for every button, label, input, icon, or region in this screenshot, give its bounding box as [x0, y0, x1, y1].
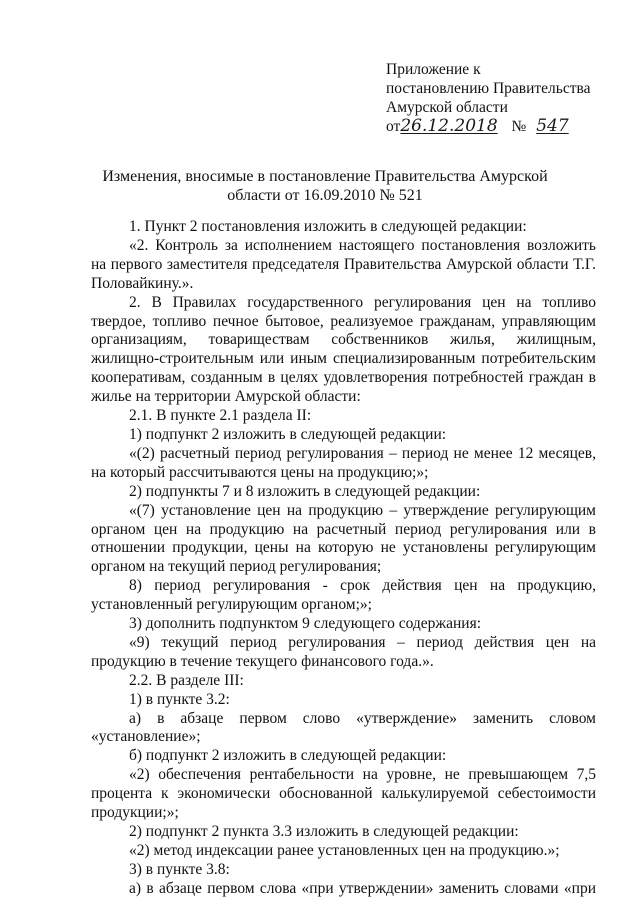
paragraph: 2) подпункт 2 пункта 3.3 изложить в следующей редакции: [129, 823, 519, 840]
paragraph: 2. В Правилах государственного регулирования цен на топливо твердое, топливо печное бытовое, реализуемое гражданам, управляющим организациям, товариществам собственников жилья, жилищным, жилищно-строительным или иным специализированным потребительским кооперативам, созданным в целях удовлетворения потребностей граждан в жилье на территории Амурской области: [91, 293, 596, 406]
document-body [91, 218, 596, 899]
appendix-line-1: Приложение к [386, 61, 481, 78]
document-title: Изменения, вносимые в постановление Правительства Амурской области от 16.09.2010 № 521 [102, 168, 548, 204]
paragraph: «2) метод индексации ранее установленных цен на продукцию.»; [129, 841, 560, 859]
paragraph: 3) в пункте 3.8: [129, 860, 230, 878]
paragraph: 2.2. В разделе III: [129, 671, 244, 689]
handwritten-number: 547 [536, 116, 569, 136]
paragraph: «2. Контроль за исполнением настоящего постановления возложить на первого заместителя председателя Правительства Амурской области Т.Г. Половайкину.». [91, 236, 596, 292]
paragraph: 8) период регулирования - срок действия цен на продукцию, установленный регулирующим органом;»; [91, 577, 596, 614]
number-prefix: № [511, 118, 527, 135]
handwritten-date: 26.12.2018 [400, 116, 498, 136]
paragraph: «(2) расчетный период регулирования – период не менее 12 месяцев, на который рассчитываются цены на продукцию;»; [91, 444, 596, 481]
paragraph: 1) подпункт 2 изложить в следующей редакции: [129, 425, 447, 443]
appendix-block [386, 60, 616, 136]
paragraph: б) подпункт 2 изложить в следующей редакции: [129, 747, 447, 765]
paragraph: 2) подпункты 7 и 8 изложить в следующей редакции: [129, 482, 481, 500]
appendix-line-2: постановлению Правительства [386, 80, 591, 97]
appendix-date-line [386, 117, 616, 136]
paragraph: 1) в пункте 3.2: [129, 690, 230, 708]
paragraph: «(7) установление цен на продукцию – утверждение регулирующим органом цен на продукцию на расчетный период регулирования или в отношении продукции, цены на которую не установлены регулирующим органом на текущий период регулирования; [91, 501, 596, 576]
paragraph: «2) обеспечения рентабельности на уровне, не превышающем 7,5 процента к экономически обоснованной калькулируемой себестоимости продукции;»; [91, 766, 596, 822]
paragraph: а) в абзаце первом слова «при утверждении» заменить словами «при [129, 879, 596, 897]
paragraph: «9) текущий период регулирования – период действия цен на продукцию в течение текущего финансового года.». [91, 633, 596, 670]
paragraph: 2.1. В пункте 2.1 раздела II: [129, 407, 312, 425]
paragraph: а) в абзаце первом слово «утверждение» заменить словом «установление»; [91, 709, 596, 746]
date-prefix: от [386, 118, 401, 135]
paragraph: 1. Пункт 2 постановления изложить в следующей редакции: [129, 218, 527, 235]
appendix-line-3: Амурской области [386, 99, 508, 116]
paragraph: 3) дополнить подпунктом 9 следующего содержания: [129, 615, 482, 633]
